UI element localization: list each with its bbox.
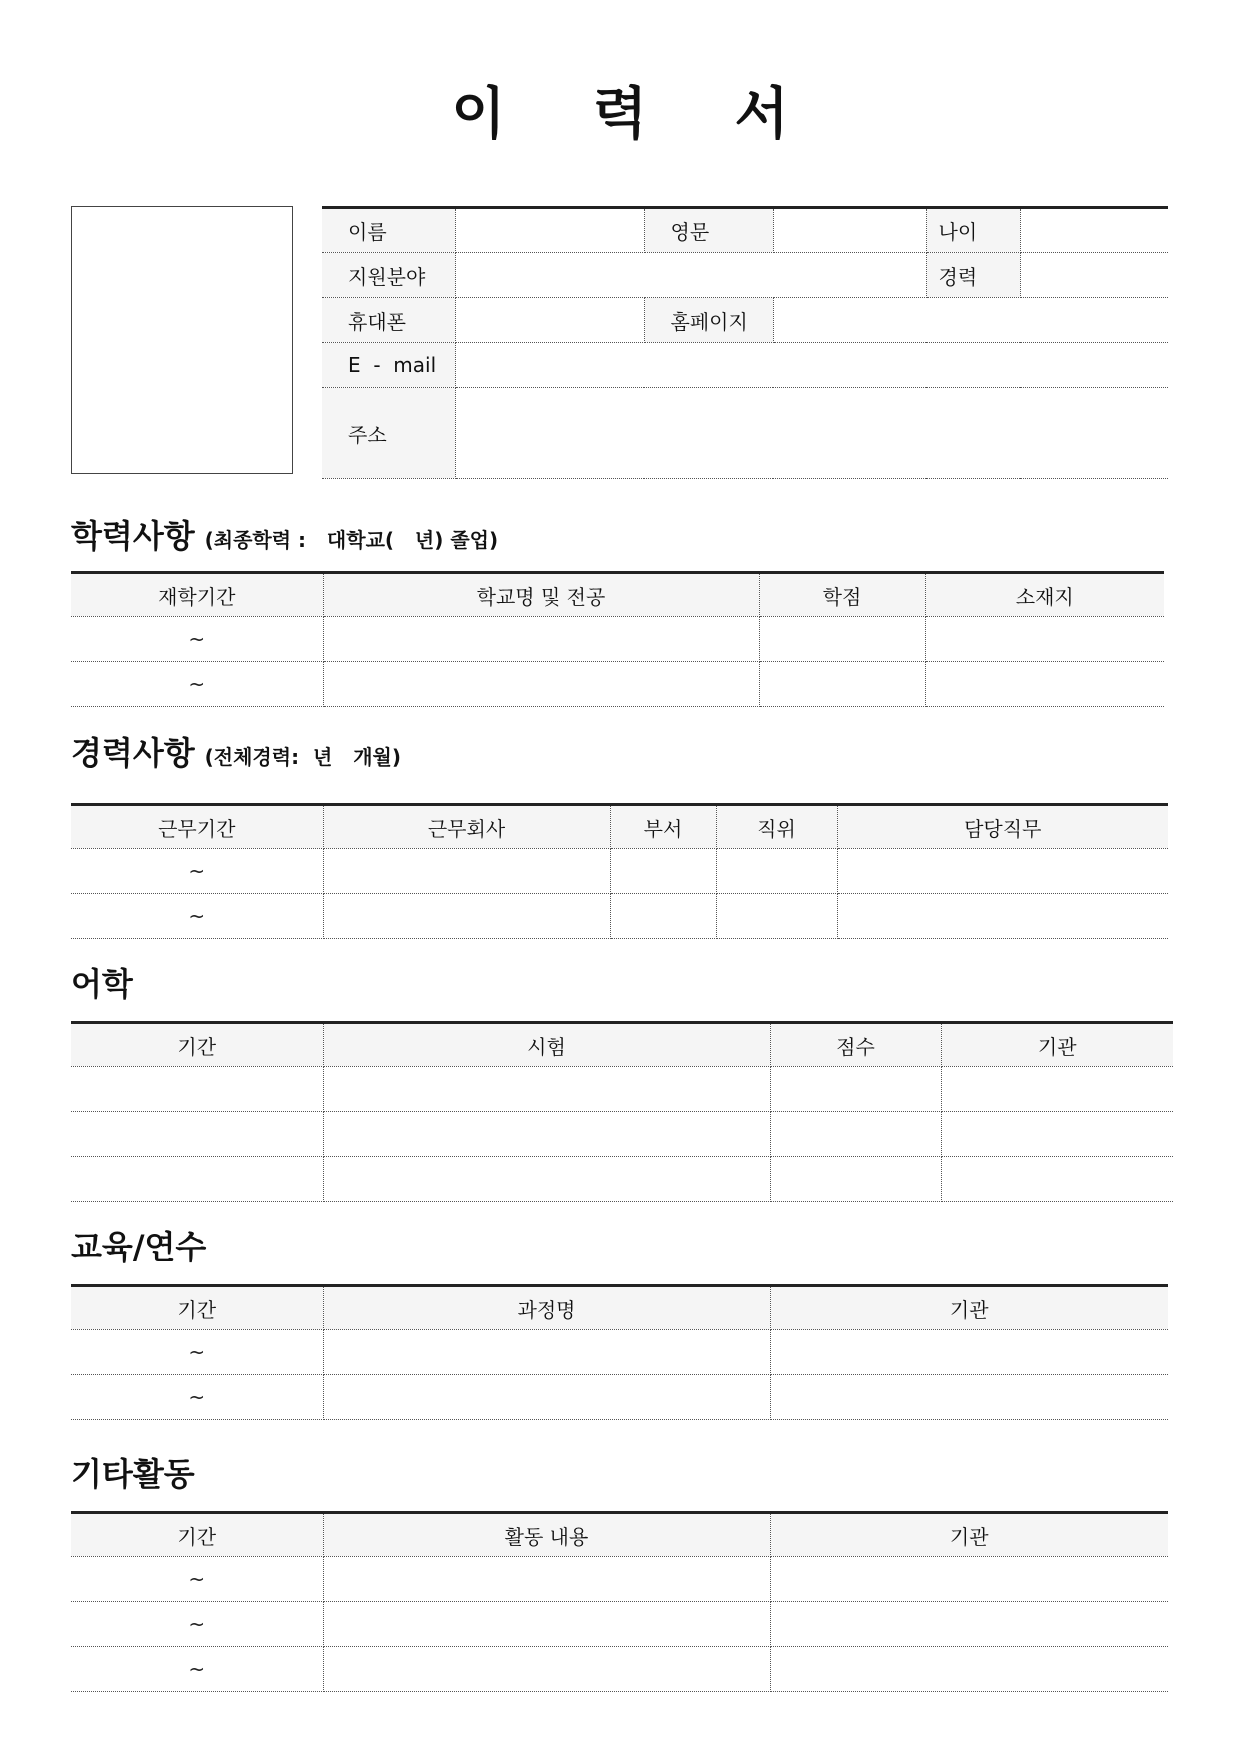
career-title: 경력사항	[71, 734, 195, 772]
table-row	[71, 1157, 1173, 1202]
dept-cell[interactable]	[610, 894, 716, 939]
language-table	[71, 1021, 1173, 1202]
institution-cell[interactable]	[941, 1157, 1173, 1202]
career-subtitle: (전체경력: 년 개월)	[204, 745, 401, 769]
school-cell[interactable]	[323, 617, 759, 662]
header-cell: 활동 내용	[323, 1513, 770, 1557]
english-name-label: 영문	[644, 208, 773, 253]
period-cell[interactable]	[71, 1112, 323, 1157]
homepage-label: 홈페이지	[644, 298, 773, 343]
period-cell[interactable]: ~	[71, 1602, 323, 1647]
institution-cell[interactable]	[941, 1067, 1173, 1112]
gpa-cell[interactable]	[759, 617, 925, 662]
career-label: 경력	[926, 253, 1020, 298]
institution-cell[interactable]	[770, 1602, 1168, 1647]
training-heading: 교육/연수	[71, 1228, 207, 1266]
education-title: 학력사항	[71, 517, 195, 555]
document-title: 이 력 서	[451, 82, 823, 147]
duty-cell[interactable]	[837, 894, 1168, 939]
activity-cell[interactable]	[323, 1602, 770, 1647]
header-cell: 시험	[323, 1023, 770, 1067]
header-cell: 학점	[759, 573, 925, 617]
location-cell[interactable]	[925, 662, 1164, 707]
gpa-cell[interactable]	[759, 662, 925, 707]
name-field[interactable]	[455, 208, 644, 253]
company-cell[interactable]	[323, 894, 610, 939]
period-cell[interactable]: ~	[71, 1375, 323, 1420]
address-label: 주소	[322, 388, 455, 479]
activity-cell[interactable]	[323, 1647, 770, 1692]
table-row	[71, 894, 1168, 939]
institution-cell[interactable]	[770, 1557, 1168, 1602]
activities-heading: 기타활동	[71, 1455, 195, 1493]
course-cell[interactable]	[323, 1330, 770, 1375]
header-cell: 부서	[610, 805, 716, 849]
header-cell: 기관	[941, 1023, 1173, 1067]
period-cell[interactable]	[71, 1157, 323, 1202]
test-cell[interactable]	[323, 1112, 770, 1157]
career-table	[71, 803, 1168, 939]
score-cell[interactable]	[770, 1067, 941, 1112]
personal-info-table	[322, 206, 1168, 479]
score-cell[interactable]	[770, 1157, 941, 1202]
english-name-field[interactable]	[773, 208, 926, 253]
career-field[interactable]	[1020, 253, 1168, 298]
period-cell[interactable]: ~	[71, 1557, 323, 1602]
period-cell[interactable]	[71, 1067, 323, 1112]
header-cell: 기간	[71, 1513, 323, 1557]
education-table	[71, 571, 1164, 707]
header-cell: 기간	[71, 1023, 323, 1067]
test-cell[interactable]	[323, 1067, 770, 1112]
age-field[interactable]	[1020, 208, 1168, 253]
phone-label: 휴대폰	[322, 298, 455, 343]
table-row	[71, 1557, 1168, 1602]
company-cell[interactable]	[323, 849, 610, 894]
table-row	[71, 617, 1164, 662]
duty-cell[interactable]	[837, 849, 1168, 894]
header-cell: 학교명 및 전공	[323, 573, 759, 617]
header-cell: 담당직무	[837, 805, 1168, 849]
period-cell[interactable]: ~	[71, 662, 323, 707]
institution-cell[interactable]	[770, 1375, 1168, 1420]
table-row	[71, 1112, 1173, 1157]
header-cell: 기관	[770, 1286, 1168, 1330]
header-cell: 직위	[716, 805, 837, 849]
period-cell[interactable]: ~	[71, 617, 323, 662]
dept-cell[interactable]	[610, 849, 716, 894]
phone-field[interactable]	[455, 298, 644, 343]
table-row	[71, 1375, 1168, 1420]
institution-cell[interactable]	[770, 1647, 1168, 1692]
header-cell: 근무기간	[71, 805, 323, 849]
institution-cell[interactable]	[941, 1112, 1173, 1157]
header-cell: 과정명	[323, 1286, 770, 1330]
name-label: 이름	[322, 208, 455, 253]
language-heading: 어학	[71, 965, 133, 1003]
test-cell[interactable]	[323, 1157, 770, 1202]
age-label: 나이	[926, 208, 1020, 253]
career-heading	[71, 733, 401, 777]
header-cell: 점수	[770, 1023, 941, 1067]
period-cell[interactable]: ~	[71, 849, 323, 894]
homepage-field[interactable]	[773, 298, 1168, 343]
position-cell[interactable]	[716, 894, 837, 939]
period-cell[interactable]: ~	[71, 894, 323, 939]
position-cell[interactable]	[716, 849, 837, 894]
course-cell[interactable]	[323, 1375, 770, 1420]
header-cell: 기간	[71, 1286, 323, 1330]
activity-cell[interactable]	[323, 1557, 770, 1602]
header-cell: 기관	[770, 1513, 1168, 1557]
photo-box[interactable]	[71, 206, 293, 474]
school-cell[interactable]	[323, 662, 759, 707]
table-row	[71, 1647, 1168, 1692]
score-cell[interactable]	[770, 1112, 941, 1157]
field-field[interactable]	[455, 253, 926, 298]
address-field[interactable]	[455, 388, 1168, 479]
header-cell: 소재지	[925, 573, 1164, 617]
field-label: 지원분야	[322, 253, 455, 298]
period-cell[interactable]: ~	[71, 1330, 323, 1375]
period-cell[interactable]: ~	[71, 1647, 323, 1692]
email-label: E - mail	[322, 343, 455, 388]
table-row	[71, 1067, 1173, 1112]
table-row	[71, 662, 1164, 707]
training-table	[71, 1284, 1168, 1420]
table-row	[71, 849, 1168, 894]
header-cell: 재학기간	[71, 573, 323, 617]
education-subtitle: (최종학력 : 대학교( 년) 졸업)	[204, 528, 499, 552]
activities-table	[71, 1511, 1168, 1692]
header-cell: 근무회사	[323, 805, 610, 849]
location-cell[interactable]	[925, 617, 1164, 662]
table-row	[71, 1330, 1168, 1375]
education-heading	[71, 516, 498, 560]
email-field[interactable]	[455, 343, 1168, 388]
table-row	[71, 1602, 1168, 1647]
institution-cell[interactable]	[770, 1330, 1168, 1375]
